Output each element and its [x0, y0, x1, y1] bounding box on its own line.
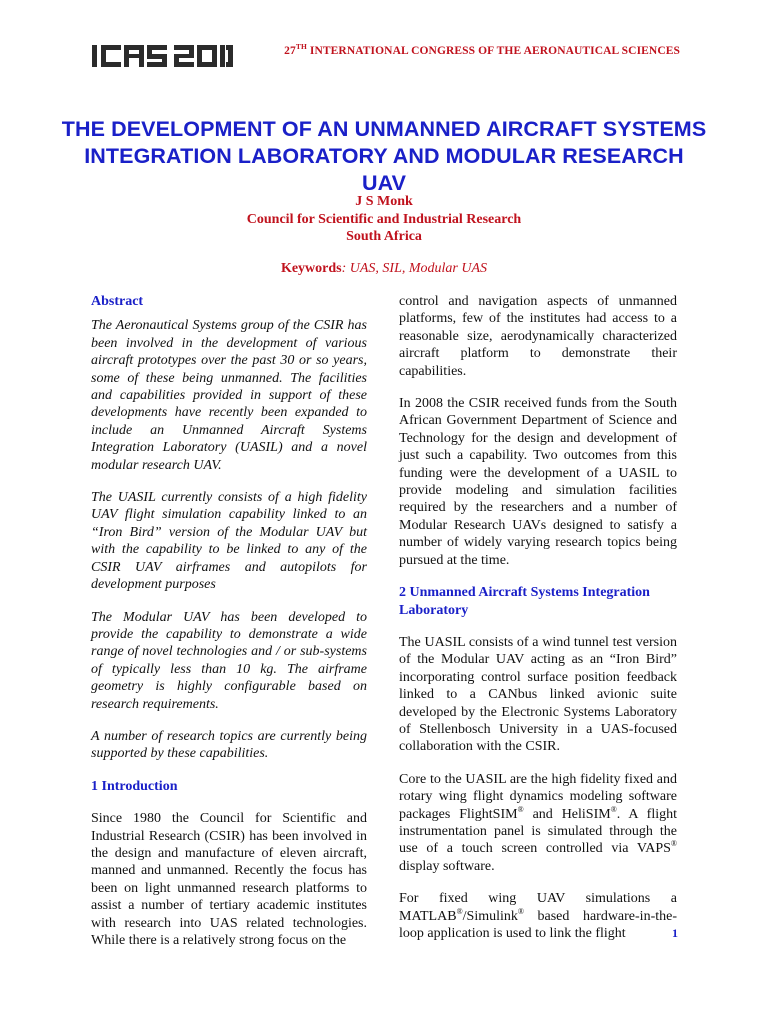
- keywords-values: : UAS, SIL, Modular UAS: [341, 261, 488, 276]
- left-column: [91, 293, 367, 964]
- abstract-paragraph: The Modular UAV has been developed to provide the capability to demonstrate a wide range of novel technologies and / or sub-systems of typically less than 10 kg. The airframe geometry is highly configurable based on research requirements.: [91, 609, 367, 712]
- section-2-paragraph-1: The UASIL consists of a wind tunnel test version of the Modular UAV acting as an “Iron Bird” incorporating control surface position feedback linked to a CANbus linked avionic suite developed by the Electronic Systems Laboratory of Stellenbosch University in a UAS-focused collaboration with the CSIR.: [399, 634, 677, 755]
- abstract-heading: Abstract: [91, 294, 144, 309]
- congress-header: [270, 42, 680, 57]
- page-number: 1: [672, 926, 678, 940]
- author-affiliation: Council for Scientific and Industrial Research: [246, 211, 522, 227]
- icas-2010-logo: [92, 43, 234, 69]
- congress-name: INTERNATIONAL CONGRESS OF THE AERONAUTICAL SCIENCES: [309, 45, 680, 57]
- introduction-paragraph-2: In 2008 the CSIR received funds from the South African Government Department of Science and Technology for the design and development of just such a capability. Two outcomes from this funding were the development of a UASIL to provide modeling and simulation facilities required by the researchers and a number of Modular Research UAVs designed to satisfy a number of widely varying research topics being pursued at the time.: [399, 396, 677, 568]
- author-name: J S Monk: [355, 194, 413, 209]
- abstract-paragraph: A number of research topics are currently being supported by these capabilities.: [91, 728, 367, 762]
- keywords-line: [60, 261, 708, 277]
- congress-ordinal: 27: [284, 45, 296, 57]
- paper-title: THE DEVELOPMENT OF AN UNMANNED AIRCRAFT SYSTEMS INTEGRATION LABORATORY AND MODULAR RESEARCH UAV: [61, 117, 707, 195]
- author-country: South Africa: [346, 229, 422, 244]
- section-2-heading: 2 Unmanned Aircraft Systems Integration Laboratory: [399, 585, 650, 618]
- introduction-continuation: control and navigation aspects of unmanned platforms, few of the institutes had access to a reasonable size, aerodynamically characterized aircraft platform to demonstrate their capabilities.: [399, 294, 677, 379]
- right-column: [399, 293, 677, 957]
- section-2-paragraph-2: Core to the UASIL are the high fidelity fixed and rotary wing flight dynamics modeling software packages FlightSIM® and HeliSIM®. A flight instrumentation panel is simulated through the use of a touch screen controlled via VAPS® display software.: [399, 771, 678, 874]
- introduction-heading: 1 Introduction: [91, 778, 178, 794]
- keywords-label: Keywords: [280, 261, 342, 276]
- abstract-paragraph: The UASIL currently consists of a high fidelity UAV flight simulation capability linked to an “Iron Bird” version of the Modular UAV but with the capability to be linked to any of the CSIR UAV airframes and autopilots for development purposes: [91, 490, 367, 593]
- congress-ordinal-suffix: TH: [295, 42, 307, 51]
- author-block: [60, 193, 708, 246]
- abstract-paragraph: The Aeronautical Systems group of the CSIR has been involved in the development of various aircraft prototypes over the past 30 or so years, some of these being unmanned. The facilities and capabilities provided in support of these developments have recently been expanded to include an Unmanned Aircraft Systems Integration Laboratory (UASIL) and a novel modular research UAV.: [91, 318, 367, 473]
- introduction-paragraph: Since 1980 the Council for Scientific and Industrial Research (CSIR) has been involved in the design and manufacture of eleven aircraft, manned and unmanned. Recently the focus has been on light unmanned research platforms to assist a number of tertiary academic institutes with research into UAS related technologies. While there is a relatively strong focus on the: [91, 811, 367, 948]
- section-2-paragraph-3: For fixed wing UAV simulations a MATLAB®/Simulink® based hardware-in-the-loop application is used to link the flight: [399, 891, 677, 941]
